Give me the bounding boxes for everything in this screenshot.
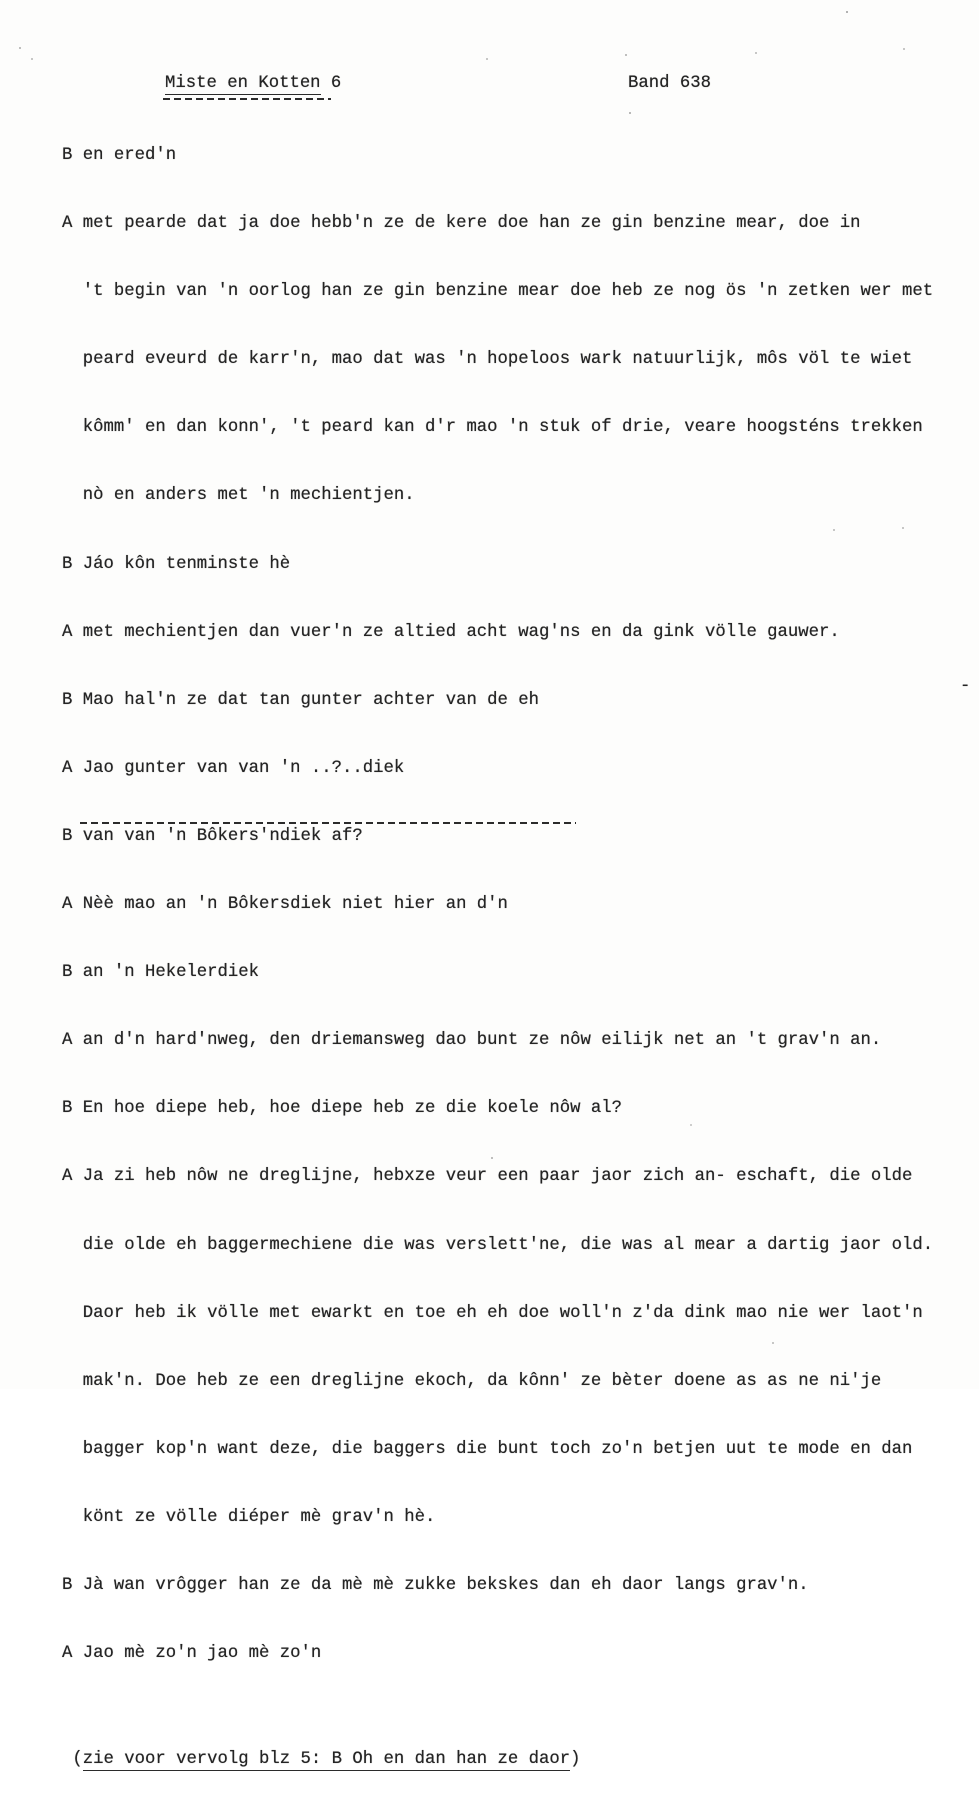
transcript-line <box>62 1162 933 1192</box>
speaker-label: A <box>62 1644 73 1664</box>
scan-speck <box>902 527 904 529</box>
open-paren: ( <box>72 1750 83 1770</box>
speaker-label: A <box>62 1167 73 1187</box>
scan-speck <box>772 1342 774 1344</box>
line-text: peard eveurd de karr'n, mao dat was 'n hopeloos wark natuurlijk, môs völ te wiet <box>82 350 913 370</box>
line-text: Jáo kôn tenminste hè <box>82 554 291 574</box>
transcript <box>62 103 933 1813</box>
line-text: Jà wan vrôgger han ze da mè mè zukke bekskes dan eh daor langs grav'n. <box>82 1575 809 1595</box>
line-text: die olde eh baggermechiene die was verslett'ne, die was al mear a dartig jaor old. <box>82 1235 934 1255</box>
transcript-line <box>62 1094 933 1124</box>
page-title <box>165 74 341 93</box>
transcript-line <box>62 413 933 443</box>
note-dashed-underline <box>80 822 576 824</box>
transcript-line <box>62 277 933 307</box>
line-text: nò en anders met 'n mechientjen. <box>82 486 415 506</box>
scan-speck <box>846 11 848 13</box>
page-title-text: Miste en Kotten <box>165 74 321 93</box>
transcript-line <box>62 1231 933 1261</box>
speaker-label: A <box>62 214 73 234</box>
speaker-label: B <box>62 146 73 165</box>
line-text: an 'n Hekelerdiek <box>82 963 260 983</box>
transcript-line <box>62 209 933 239</box>
line-text: Ja zi heb nôw ne dreglijne, hebxze veur een paar jaor zich an- eschaft, die olde <box>82 1167 913 1187</box>
speaker-label: A <box>62 895 73 915</box>
line-text: Nèè mao an 'n Bôkersdiek niet hier an d'n <box>82 895 508 915</box>
close-paren: ) <box>570 1750 581 1770</box>
scan-speck <box>486 58 488 60</box>
transcript-line <box>62 1571 933 1601</box>
transcript-line <box>62 618 933 648</box>
line-text: Mao hal'n ze dat tan gunter achter van de eh <box>82 690 540 710</box>
line-text: kômm' en dan konn', 't peard kan d'r mao 'n stuk of drie, veare hoogsténs trekken <box>82 418 923 438</box>
page-title-number: 6 <box>320 74 342 93</box>
transcript-line <box>62 890 933 920</box>
line-text: an d'n hard'nweg, den driemansweg dao bunt ze nôw eilijk net an 't grav'n an. <box>82 1031 882 1051</box>
band-number: Band 638 <box>628 74 711 93</box>
transcript-line <box>62 1299 933 1329</box>
speaker-label: A <box>62 1031 73 1051</box>
line-text: 't begin van 'n oorlog han ze gin benzine mear doe heb ze nog ös 'n zetken wer met <box>82 282 934 302</box>
scan-speck <box>903 48 905 50</box>
transcript-line <box>62 958 933 988</box>
speaker-label: B <box>62 1575 73 1595</box>
transcript-line <box>62 822 933 852</box>
transcript-line <box>62 345 933 375</box>
scan-speck <box>491 1157 493 1159</box>
transcript-line <box>62 141 933 171</box>
scan-speck <box>833 529 835 531</box>
speaker-label: B <box>62 963 73 983</box>
stray-dash-mark: - <box>960 677 971 696</box>
line-text: met mechientjen dan vuer'n ze altied acht wag'ns en da gink völle gauwer. <box>82 622 840 642</box>
scan-speck <box>629 112 631 114</box>
scan-speck <box>690 1124 692 1126</box>
transcript-line <box>62 481 933 511</box>
line-text: könt ze völle diéper mè grav'n hè. <box>82 1507 436 1527</box>
speaker-label: A <box>62 758 73 778</box>
continuation-note-text: zie voor vervolg blz 5: B Oh en dan han ze daor <box>82 1750 571 1770</box>
line-text: mak'n. Doe heb ze een dreglijne ekoch, da kônn' ze bèter doene as as ne ni'je <box>82 1371 882 1391</box>
continuation-note <box>62 1745 933 1775</box>
transcript-line <box>62 686 933 716</box>
transcript-line <box>62 1026 933 1056</box>
transcript-line <box>62 1503 933 1533</box>
scan-speck <box>755 52 757 54</box>
line-text: en ered'n <box>82 146 177 165</box>
transcript-line <box>62 1435 933 1465</box>
speaker-label: B <box>62 690 73 710</box>
speaker-label: A <box>62 622 73 642</box>
line-text: Daor heb ik völle met ewarkt en toe eh eh doe woll'n z'da dink mao nie wer laot'n <box>82 1303 923 1323</box>
line-text: Jao mè zo'n jao mè zo'n <box>82 1644 322 1664</box>
transcript-line <box>62 550 933 580</box>
line-text: Jao gunter van van 'n ..?..diek <box>82 758 405 778</box>
transcript-line <box>62 754 933 784</box>
line-text: bagger kop'n want deze, die baggers die bunt toch zo'n betjen uut te mode en dan <box>82 1439 913 1459</box>
title-dashed-underline <box>163 98 331 100</box>
transcript-line <box>62 1367 933 1397</box>
line-text: met pearde dat ja doe hebb'n ze de kere doe han ze gin benzine mear, doe in <box>82 214 861 234</box>
scan-speck <box>19 47 21 49</box>
speaker-label: B <box>62 1099 73 1119</box>
scan-speck <box>625 54 627 56</box>
speaker-label: B <box>62 826 73 846</box>
line-text: van van 'n Bôkers'ndiek af? <box>82 826 363 846</box>
line-text: En hoe diepe heb, hoe diepe heb ze die koele nôw al? <box>82 1099 622 1119</box>
speaker-label: B <box>62 554 73 574</box>
transcript-line <box>62 1639 933 1669</box>
scan-speck <box>31 58 33 60</box>
